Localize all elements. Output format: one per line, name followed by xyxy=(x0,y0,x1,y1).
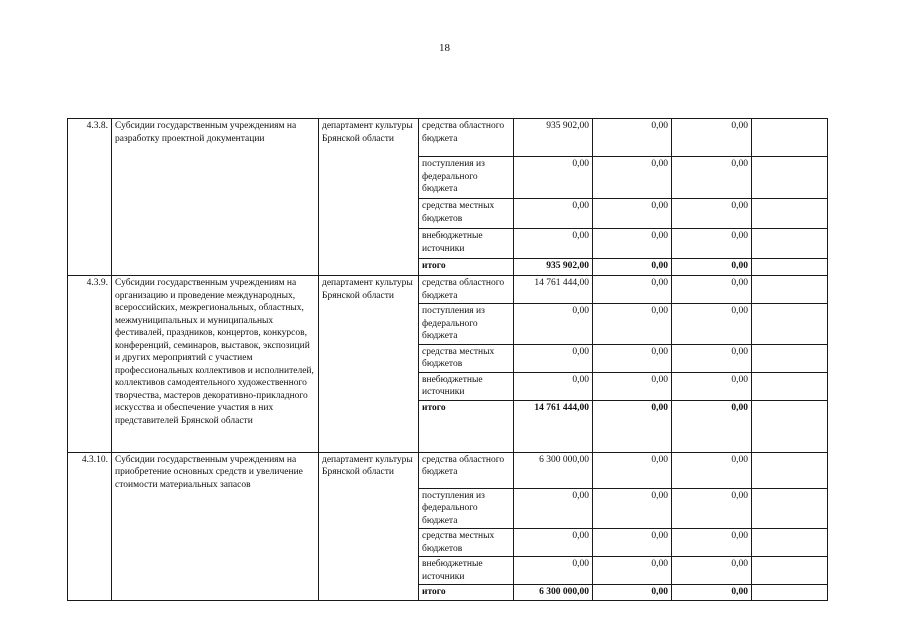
total-value: 0,00 xyxy=(672,400,752,452)
page-number: 18 xyxy=(439,42,450,54)
empty-cell xyxy=(752,344,828,372)
source-label: средства областного бюджета xyxy=(419,452,514,488)
value-cell: 0,00 xyxy=(514,304,593,345)
value-cell: 6 300 000,00 xyxy=(514,452,593,488)
empty-cell xyxy=(752,452,828,488)
value-cell: 0,00 xyxy=(514,229,593,259)
source-label: средства местных бюджетов xyxy=(419,344,514,372)
source-label: средства местных бюджетов xyxy=(419,199,514,229)
empty-cell xyxy=(752,119,828,157)
total-value: 0,00 xyxy=(593,585,672,601)
value-cell: 0,00 xyxy=(672,229,752,259)
value-cell: 0,00 xyxy=(672,529,752,557)
empty-cell xyxy=(752,488,828,529)
source-label: поступления из федерального бюджета xyxy=(419,157,514,199)
total-value: 0,00 xyxy=(672,259,752,276)
value-cell: 0,00 xyxy=(593,557,672,585)
source-label: средства областного бюджета xyxy=(419,119,514,157)
budget-table xyxy=(67,118,828,601)
value-cell: 0,00 xyxy=(672,557,752,585)
empty-cell xyxy=(752,557,828,585)
value-cell: 0,00 xyxy=(672,119,752,157)
value-cell: 935 902,00 xyxy=(514,119,593,157)
row-executor: департамент культуры Брянской области xyxy=(319,276,419,453)
source-label: поступления из федерального бюджета xyxy=(419,304,514,345)
total-value: 14 761 444,00 xyxy=(514,400,593,452)
empty-cell xyxy=(752,372,828,400)
source-label: внебюджетные источники xyxy=(419,372,514,400)
empty-cell xyxy=(752,229,828,259)
value-cell: 0,00 xyxy=(593,229,672,259)
value-cell: 0,00 xyxy=(514,372,593,400)
value-cell: 0,00 xyxy=(514,557,593,585)
source-label: средства местных бюджетов xyxy=(419,529,514,557)
empty-cell xyxy=(752,304,828,345)
total-value: 0,00 xyxy=(593,400,672,452)
table-row xyxy=(68,276,828,304)
value-cell: 0,00 xyxy=(593,344,672,372)
value-cell: 0,00 xyxy=(672,157,752,199)
total-value: 935 902,00 xyxy=(514,259,593,276)
value-cell: 0,00 xyxy=(514,344,593,372)
value-cell: 0,00 xyxy=(514,529,593,557)
total-label: итого xyxy=(419,400,514,452)
value-cell: 0,00 xyxy=(514,488,593,529)
empty-cell xyxy=(752,529,828,557)
value-cell: 0,00 xyxy=(672,344,752,372)
value-cell: 0,00 xyxy=(514,157,593,199)
row-name: Субсидии государственным учреждениям на приобретение основных средств и увеличение стоимости материальных запасов xyxy=(112,452,319,601)
source-label: средства областного бюджета xyxy=(419,276,514,304)
total-label: итого xyxy=(419,259,514,276)
empty-cell xyxy=(752,400,828,452)
value-cell: 0,00 xyxy=(593,304,672,345)
total-value: 0,00 xyxy=(593,259,672,276)
value-cell: 0,00 xyxy=(593,372,672,400)
value-cell: 0,00 xyxy=(593,452,672,488)
value-cell: 0,00 xyxy=(593,276,672,304)
table-row xyxy=(68,119,828,157)
source-label: поступления из федерального бюджета xyxy=(419,488,514,529)
value-cell: 0,00 xyxy=(514,199,593,229)
value-cell: 0,00 xyxy=(593,529,672,557)
value-cell: 0,00 xyxy=(672,304,752,345)
value-cell: 0,00 xyxy=(593,488,672,529)
empty-cell xyxy=(752,585,828,601)
source-label: внебюджетные источники xyxy=(419,229,514,259)
source-label: внебюджетные источники xyxy=(419,557,514,585)
empty-cell xyxy=(752,276,828,304)
row-name: Субсидии государственным учреждениям на организацию и проведение международных, всероссийских, межрегиональных, областных, межмуниципальных и муниципальных фестивалей, праздников, концертов, конкурсов, конференций, семинаров, выставок, экспозиций и других мероприятий с участием профессиональных коллективов и исполнителей, коллективов самодеятельного художественного творчества, мастеров декоративно-прикладного искусства и обеспечение участия в них представителей Брянской области xyxy=(112,276,319,453)
row-code: 4.3.10. xyxy=(68,452,112,601)
value-cell: 0,00 xyxy=(672,488,752,529)
value-cell: 0,00 xyxy=(672,276,752,304)
empty-cell xyxy=(752,157,828,199)
value-cell: 0,00 xyxy=(672,452,752,488)
empty-cell xyxy=(752,259,828,276)
value-cell: 0,00 xyxy=(672,372,752,400)
value-cell: 0,00 xyxy=(593,157,672,199)
empty-cell xyxy=(752,199,828,229)
value-cell: 0,00 xyxy=(593,119,672,157)
value-cell: 0,00 xyxy=(593,199,672,229)
total-label: итого xyxy=(419,585,514,601)
total-value: 0,00 xyxy=(672,585,752,601)
row-executor: департамент культуры Брянской области xyxy=(319,119,419,276)
table-row xyxy=(68,452,828,488)
row-code: 4.3.9. xyxy=(68,276,112,453)
value-cell: 14 761 444,00 xyxy=(514,276,593,304)
total-value: 6 300 000,00 xyxy=(514,585,593,601)
row-name: Субсидии государственным учреждениям на разработку проектной документации xyxy=(112,119,319,276)
row-code: 4.3.8. xyxy=(68,119,112,276)
value-cell: 0,00 xyxy=(672,199,752,229)
row-executor: департамент культуры Брянской области xyxy=(319,452,419,601)
